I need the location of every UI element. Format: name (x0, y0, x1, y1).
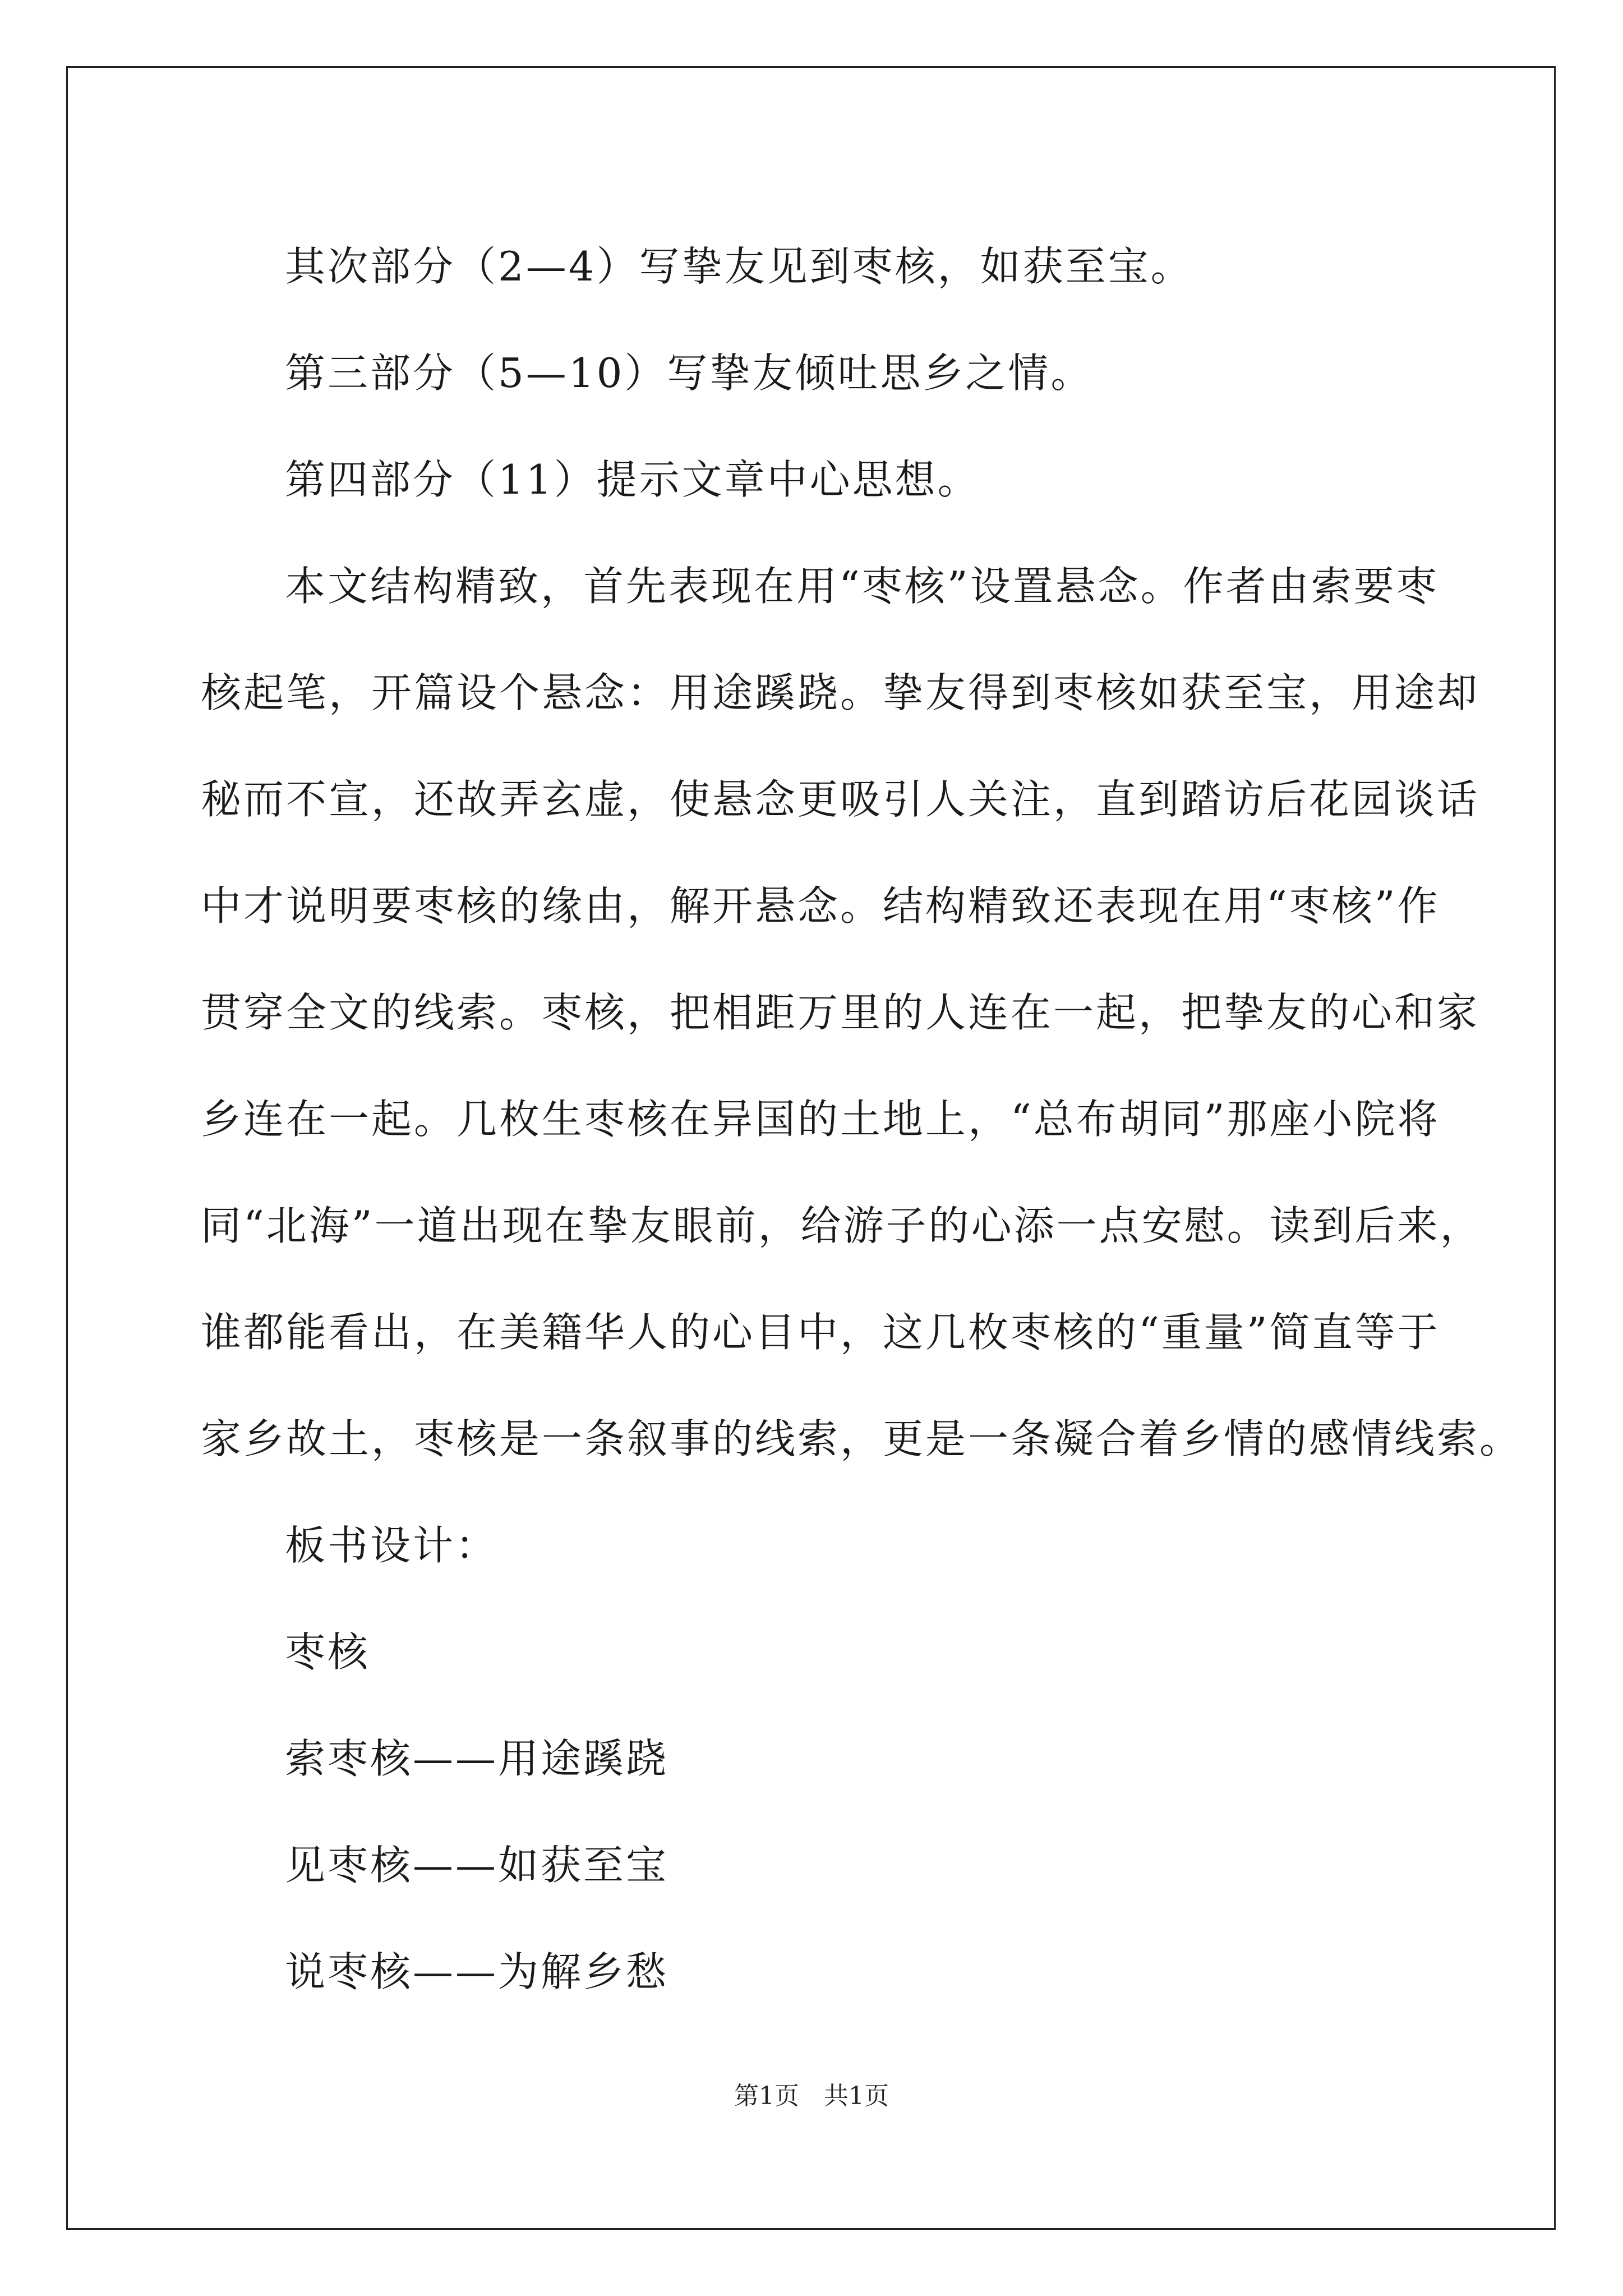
analysis-paragraph (201, 533, 1523, 1492)
analysis-line: 乡连在一起。几枚生枣核在异国的土地上，“总布胡同”那座小院将 (201, 1096, 1440, 1143)
analysis-line: 同“北海”一道出现在挚友眼前，给游子的心添一点安慰。读到后来， (201, 1202, 1483, 1249)
paragraph-part-four: 第四部分（11）提示文章中心思想。 (285, 456, 980, 503)
analysis-line: 贯穿全文的线索。枣核，把相距万里的人连在一起，把挚友的心和家 (201, 989, 1480, 1036)
analysis-line: 中才说明要枣核的缘由，解开悬念。结构精致还表现在用“枣核”作 (201, 882, 1440, 930)
analysis-line: 核起笔，开篇设个悬念：用途蹊跷。挚友得到枣核如获至宝，用途却 (201, 669, 1480, 716)
board-design-title: 枣核 (285, 1628, 371, 1676)
paragraph-part-three: 第三部分（5—10）写挚友倾吐思乡之情。 (285, 349, 1094, 397)
board-design-item: 说枣核——为解乡愁 (285, 1948, 669, 1995)
page-footer: 第1页 共1页 (734, 2082, 889, 2110)
analysis-line: 秘而不宣，还故弄玄虚，使悬念更吸引人关注，直到踏访后花园谈话 (201, 776, 1480, 823)
analysis-line: 本文结构精致，首先表现在用“枣核”设置悬念。作者由索要枣 (285, 563, 1439, 610)
analysis-line: 谁都能看出，在美籍华人的心目中，这几枚枣核的“重量”简直等于 (201, 1309, 1440, 1356)
board-design-item: 见枣核——如获至宝 (285, 1842, 669, 1889)
board-design-item: 索枣核——用途蹊跷 (285, 1735, 669, 1782)
document-body (201, 213, 1523, 2025)
paragraph-part-two: 其次部分（2—4）写挚友见到枣核，如获至宝。 (285, 243, 1193, 290)
analysis-line: 家乡故土，枣核是一条叙事的线索，更是一条凝合着乡情的感情线索。 (201, 1415, 1523, 1462)
board-design-heading: 板书设计： (285, 1522, 499, 1569)
